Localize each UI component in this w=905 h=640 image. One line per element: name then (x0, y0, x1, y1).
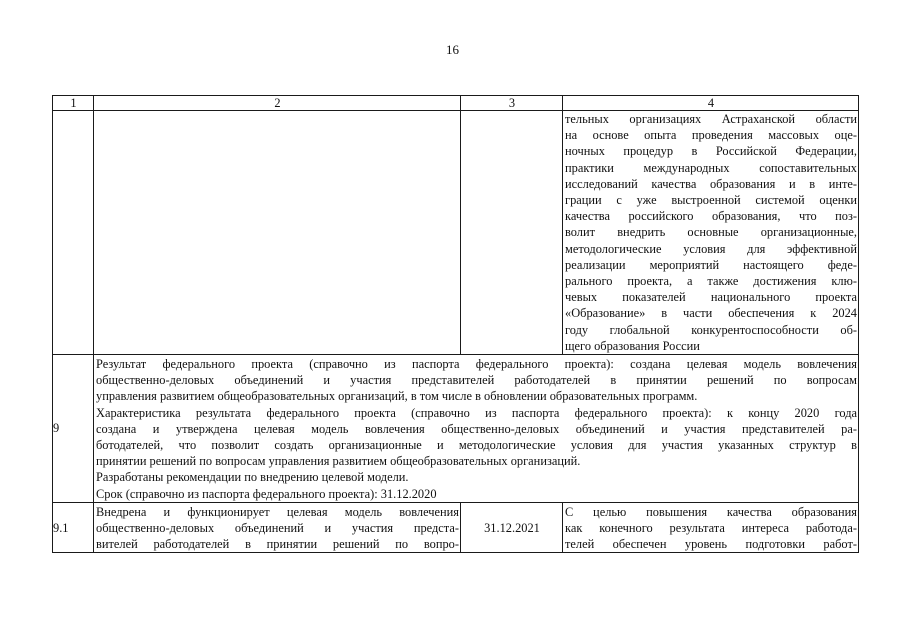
row-9-line: Характеристика результата федерального проекта (справочно из паспорта федерального проекта): к концу 2020 года (96, 405, 857, 420)
row-9-1-result-line: как конечного результата интереса работода- (565, 521, 857, 536)
cont-line: практики международных сопоставительных (565, 160, 857, 175)
header-col-1: 1 (53, 96, 94, 111)
row-9-line: Разработаны рекомендации по внедрению целевой модели. (96, 470, 409, 485)
table-row-9-1 (53, 502, 859, 553)
row-9-1-result-line: телей обеспечен уровень подготовки работ- (565, 537, 857, 552)
row-9-1-line: Внедрена и функционирует целевая модель вовлечения (96, 504, 459, 519)
cont-line: исследований качества образования и в инте- (565, 176, 857, 191)
header-col-4: 4 (563, 96, 859, 111)
cont-col-1 (53, 111, 94, 355)
cont-line: на основе опыта проведения массовых оце- (565, 128, 857, 143)
row-9-1-number: 9.1 (53, 502, 94, 553)
cont-col-2 (94, 111, 461, 355)
cont-line: реализации мероприятий настоящего феде- (565, 257, 857, 272)
row-9-1-result-line: С целью повышения качества образования (565, 504, 857, 519)
cont-col-3 (461, 111, 563, 355)
row-9-content (94, 355, 859, 503)
cont-line: грации с уже выстроенной системой оценки (565, 193, 857, 208)
row-9-number: 9 (53, 355, 94, 503)
row-9-line: принятии решений по вопросам управления развитием общеобразовательных организаций. (96, 454, 581, 469)
cont-line: чевых показателей национального проекта (565, 290, 857, 305)
table-row-9 (53, 355, 859, 503)
table-header-row (53, 96, 859, 111)
row-9-line: управления развитием общеобразовательных организаций, в том числе в обновлении образовательных программ. (96, 389, 698, 404)
cont-line: волит внедрить основные организационные, (565, 225, 857, 240)
row-9-1-result (563, 502, 859, 553)
content-table (52, 95, 859, 553)
row-9-line: ботодателей, что позволит создать организационные и методологические условия для участия указанных структур в (96, 438, 857, 453)
cont-line: году глобальной конкурентоспособности об- (565, 322, 857, 337)
cont-line: качества российского образования, что поз- (565, 209, 857, 224)
row-9-1-line: общественно-деловых объединений и участия предста- (96, 521, 459, 536)
table-row-continuation (53, 111, 859, 355)
header-col-3: 3 (461, 96, 563, 111)
cont-line: тельных организациях Астраханской области (565, 112, 857, 126)
row-9-1-description (94, 502, 461, 553)
cont-line: методологические условия для эффективной (565, 241, 857, 256)
row-9-line: создана и утверждена целевая модель вовлечения общественно-деловых объединений и участия представителей ра- (96, 421, 857, 436)
cont-line: ночных процедур в Российской Федерации, (565, 144, 857, 159)
row-9-line: Результат федерального проекта (справочно из паспорта федерального проекта): создана целевая модель вовлечения (96, 357, 857, 372)
row-9-line: Срок (справочно из паспорта федерального проекта): 31.12.2020 (96, 486, 437, 501)
cont-line: «Образование» в части обеспечения к 2024 (565, 306, 857, 321)
cont-line: щего образования России (565, 338, 700, 353)
cont-col-4 (563, 111, 859, 355)
header-col-2: 2 (94, 96, 461, 111)
page-number: 16 (446, 42, 459, 57)
row-9-1-date: 31.12.2021 (461, 502, 563, 553)
row-9-1-line: вителей работодателей в принятии решений по вопро- (96, 537, 459, 552)
cont-line: рального проекта, а также достижения клю- (565, 274, 857, 289)
row-9-line: общественно-деловых объединений и участия представителей работодателей в принятии решений по вопросам (96, 373, 857, 388)
